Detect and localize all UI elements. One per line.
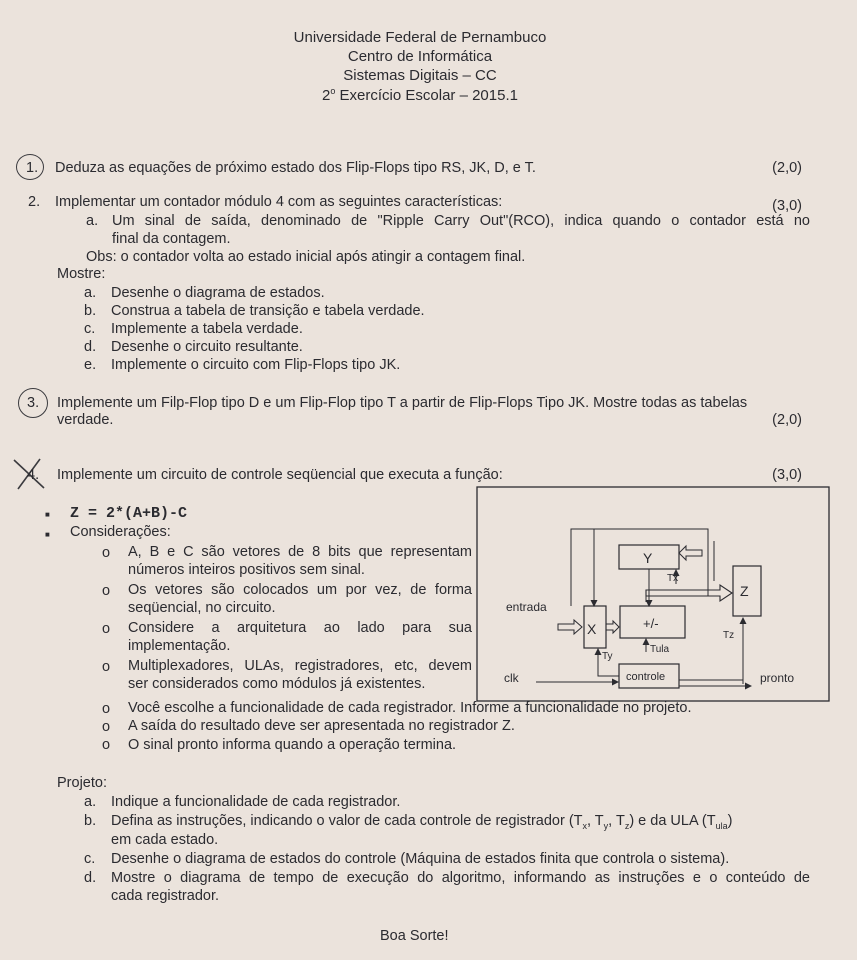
alu-label: +/-	[643, 616, 659, 631]
projeto-a-letter: a.	[84, 794, 97, 810]
register-x-label: X	[587, 621, 597, 637]
pronto-label: pronto	[760, 671, 795, 685]
q2-a-letter: a.	[86, 213, 99, 229]
q2-a-line2: final da contagem.	[112, 231, 231, 247]
circle-bullet-icon: o	[102, 545, 111, 561]
clk-label: clk	[504, 671, 519, 685]
tx-label: Tx	[667, 573, 679, 584]
university-name: Universidade Federal de Pernambuco	[293, 29, 547, 46]
q1-points: (2,0)	[772, 160, 802, 176]
q4-consid-2-line2: seqüencial, no circuito.	[128, 600, 276, 616]
q3-line1: Implemente um Filp-Flop tipo D e um Flip-Flop tipo T a partir de Flip-Flops Tipo JK. Mostre todas as tabelas	[57, 395, 748, 411]
q1-number: 1.	[26, 160, 39, 176]
projeto-d-letter: d.	[84, 870, 97, 886]
tula-label: Tula	[650, 644, 670, 655]
feedback-wire	[571, 529, 708, 606]
q2-item-a-letter: a.	[84, 285, 97, 301]
circle-bullet-icon: o	[102, 583, 111, 599]
q2-mostre: Mostre:	[57, 266, 106, 282]
q1-text: Deduza as equações de próximo estado dos Flip-Flops tipo RS, JK, D, e T.	[55, 160, 536, 176]
q4-consid-1-line1: A, B e C são vetores de 8 bits que representam	[128, 544, 472, 560]
q3-number: 3.	[27, 395, 40, 411]
q2-item-b-letter: b.	[84, 303, 97, 319]
course-name: Sistemas Digitais – CC	[343, 67, 497, 84]
projeto-d-line2: cada registrador.	[111, 888, 220, 904]
projeto-label: Projeto:	[57, 775, 107, 791]
exam-title: 2$^o$ Exercício Escolar – 2015.1	[322, 86, 518, 104]
q2-obs: Obs: o contador volta ao estado inicial após atingir a contagem final.	[86, 249, 526, 265]
q4-consid-3-line1: Considere a arquitetura ao lado para sua	[128, 620, 472, 636]
q4-text: Implemente um circuito de controle seqüencial que executa a função:	[57, 467, 503, 483]
circle-bullet-icon: o	[102, 719, 111, 735]
circle-bullet-icon: o	[102, 621, 111, 637]
q4-consid-5: Você escolhe a funcionalidade de cada registrador. Informe a funcionalidade no projeto.	[128, 700, 692, 716]
q2-item-c-text: Implemente a tabela verdade.	[111, 321, 303, 337]
q2-item-a-text: Desenhe o diagrama de estados.	[111, 285, 325, 301]
entrada-label: entrada	[506, 600, 547, 614]
q4-consid-label: Considerações:	[70, 524, 171, 540]
projeto-c-letter: c.	[84, 851, 96, 867]
circle-bullet-icon: o	[102, 659, 111, 675]
q2-points: (3,0)	[772, 198, 802, 214]
q4-consid-3-line2: implementação.	[128, 638, 231, 654]
register-z-label: Z	[740, 583, 749, 599]
q2-a-line1: Um sinal de saída, denominado de "Ripple Carry Out"(RCO), indica quando o contador está no	[112, 213, 810, 229]
register-y-label: Y	[643, 550, 653, 566]
q2-item-d-text: Desenhe o circuito resultante.	[111, 339, 303, 355]
q4-consid-7: O sinal pronto informa quando a operação termina.	[128, 737, 457, 753]
q2-item-e-text: Implemente o circuito com Flip-Flops tipo JK.	[111, 357, 401, 373]
q2-item-b-text: Construa a tabela de transição e tabela verdade.	[111, 303, 425, 319]
control-label: controle	[626, 671, 666, 683]
entrada-arrow	[558, 620, 582, 634]
circle-bullet-icon: o	[102, 737, 111, 753]
center-name: Centro de Informática	[347, 48, 493, 65]
q4-consid-4-line1: Multiplexadores, ULAs, registradores, etc, devem	[128, 658, 472, 674]
projeto-b-line2: em cada estado.	[111, 832, 219, 848]
projeto-d-line1: Mostre o diagrama de tempo de execução do algoritmo, informando as instruções e o conteúdo de	[111, 870, 810, 886]
projeto-c-text: Desenhe o diagrama de estados do controle (Máquina de estados finita que controla o sistema).	[111, 851, 730, 867]
projeto-b-line1: Defina as instruções, indicando o valor de cada controle de registrador ($T_x$, $T_y$, $T_z$) e da ULA $(T_{ula})$	[111, 813, 733, 831]
q4-consid-6: A saída do resultado deve ser apresentada no registrador Z.	[128, 718, 515, 734]
circle-bullet-icon: o	[102, 701, 111, 717]
tz-label: Tz	[723, 630, 735, 641]
bullet-icon: ■	[45, 530, 50, 539]
q2-text: Implementar um contador módulo 4 com as seguintes características:	[55, 194, 503, 210]
projeto-b-letter: b.	[84, 813, 97, 829]
ty-label: Ty	[602, 651, 613, 662]
architecture-diagram	[476, 486, 831, 704]
diagram-frame	[477, 487, 829, 701]
q2-item-e-letter: e.	[84, 357, 97, 373]
q3-points: (2,0)	[772, 412, 802, 428]
closing-text: Boa Sorte!	[380, 928, 449, 944]
q4-consid-2-line1: Os vetores são colocados um por vez, de forma	[128, 582, 472, 598]
q4-number: 4.	[27, 467, 40, 483]
q2-item-d-letter: d.	[84, 339, 97, 355]
q3-line2: verdade.	[57, 412, 114, 428]
bullet-icon: ■	[45, 510, 50, 519]
q4-formula: Z = 2*(A+B)-C	[70, 505, 188, 522]
projeto-a-text: Indique a funcionalidade de cada registrador.	[111, 794, 401, 810]
q2-item-c-letter: c.	[84, 321, 96, 337]
alu-to-z-bus	[646, 585, 732, 601]
q4-points: (3,0)	[772, 467, 802, 483]
q4-consid-1-line2: números inteiros positivos sem sinal.	[128, 562, 365, 578]
q4-consid-4-line2: ser considerados como módulos já existentes.	[128, 676, 426, 692]
q2-number: 2.	[28, 194, 41, 210]
